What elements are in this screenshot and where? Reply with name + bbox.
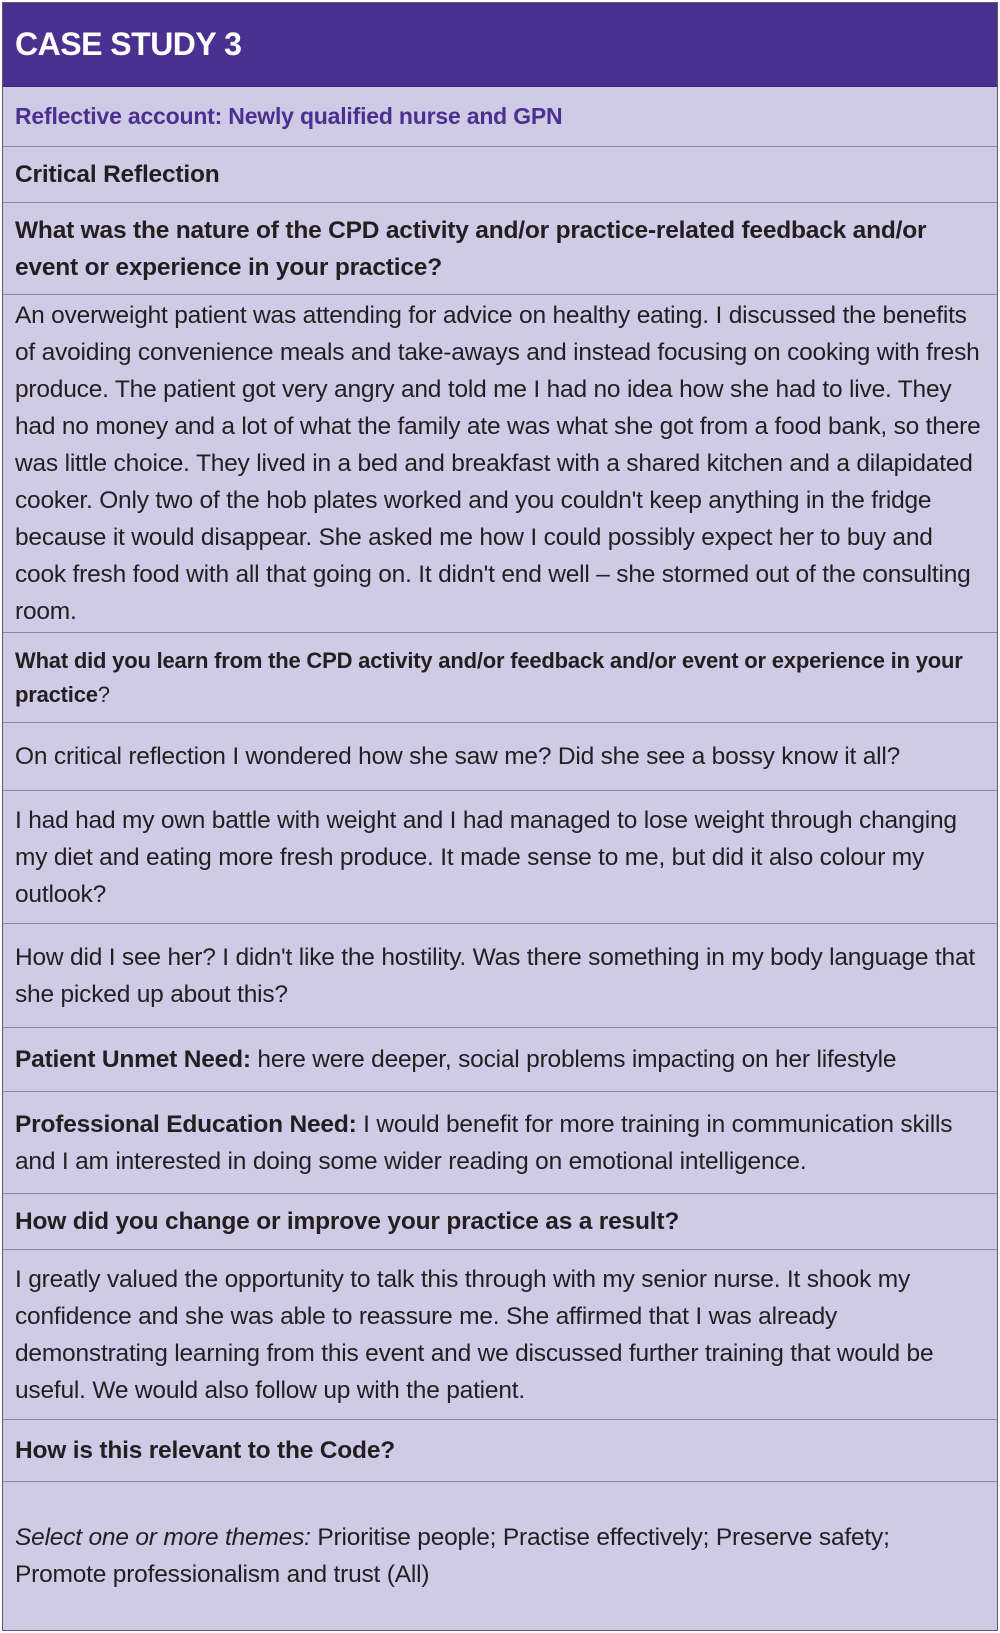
education-need-row <box>3 1092 997 1194</box>
answer-how-did-i-see-her: How did I see her? I didn't like the hostility. Was there something in my body language that she picked up about this? <box>15 943 975 1008</box>
question-1-row <box>3 203 997 295</box>
answer-own-weight-battle: I had had my own battle with weight and I had managed to lose weight through changing my diet and eating more fresh produce. It made sense to me, but did it also colour my outlook? <box>15 806 957 908</box>
question-relevant-to-code: How is this relevant to the Code? <box>15 1437 396 1464</box>
answer-2-1-row <box>3 723 997 791</box>
professional-education-need-text: I would benefit for more training in communication skills and I am interested in doing some wider reading on emotional intelligence. <box>15 1110 953 1175</box>
case-study-panel <box>2 2 998 1631</box>
answer-relevant-to-code <box>15 1519 985 1593</box>
professional-education-need-label: Professional Education Need: <box>15 1110 357 1138</box>
question-what-did-you-learn <box>15 644 985 712</box>
question-2-tail: ? <box>97 681 110 707</box>
answer-4-row <box>3 1482 997 1630</box>
answer-how-she-saw-me: On critical reflection I wondered how she saw me? Did she see a bossy know it all? <box>15 743 901 770</box>
select-themes-text: Prioritise people; Practise effectively; Preserve safety; Promote professionalism and trust (All) <box>15 1524 890 1588</box>
question-2-bold-text: What did you learn from the CPD activity and/or feedback and/or event or experience in your practice <box>15 647 963 707</box>
patient-unmet-need-label: Patient Unmet Need: <box>15 1046 251 1073</box>
reflective-account-subtitle: Reflective account: Newly qualified nurse and GPN <box>15 103 563 129</box>
select-themes-label: Select one or more themes: <box>15 1524 311 1551</box>
professional-education-need <box>15 1106 985 1180</box>
question-nature-of-cpd: What was the nature of the CPD activity and/or practice-related feedback and/or event or experience in your practice? <box>15 216 927 281</box>
section-title-row <box>3 147 997 203</box>
answer-2-3-row <box>3 924 997 1028</box>
case-study-header <box>3 3 997 87</box>
answer-nature-of-cpd: An overweight patient was attending for advice on healthy eating. I discussed the benefits of avoiding convenience meals and take-aways and instead focusing on cooking with fresh produce. The patient got very angry and told me I had no idea how she had to live. They had no money and a lot of what the family ate was what she got from a food bank, so there was little choice. They lived in a bed and breakfast with a shared kitchen and a dilapidated cooker. Only two of the hob plates worked and you couldn't keep anything in the fridge because it would disappear. She asked me how I could possibly expect her to buy and cook fresh food with all that going on. It didn't end well – she stormed out of the consulting room. <box>15 302 981 625</box>
question-4-row <box>3 1420 997 1482</box>
question-change-practice: How did you change or improve your practice as a result? <box>15 1208 680 1235</box>
patient-need-row <box>3 1028 997 1092</box>
subtitle-row <box>3 87 997 147</box>
patient-unmet-need-text: here were deeper, social problems impacting on her lifestyle <box>250 1046 897 1073</box>
answer-1-row <box>3 295 997 633</box>
answer-change-practice: I greatly valued the opportunity to talk this through with my senior nurse. It shook my confidence and she was able to reassure me. She affirmed that I was already demonstrating learning from this event and we discussed further training that would be useful. We would also follow up with the patient. <box>15 1265 934 1404</box>
critical-reflection-heading: Critical Reflection <box>15 161 220 188</box>
answer-3-row <box>3 1250 997 1420</box>
question-3-row <box>3 1194 997 1250</box>
case-study-title: CASE STUDY 3 <box>15 26 242 62</box>
question-2-row <box>3 633 997 723</box>
answer-2-2-row <box>3 791 997 924</box>
patient-unmet-need <box>15 1041 896 1078</box>
